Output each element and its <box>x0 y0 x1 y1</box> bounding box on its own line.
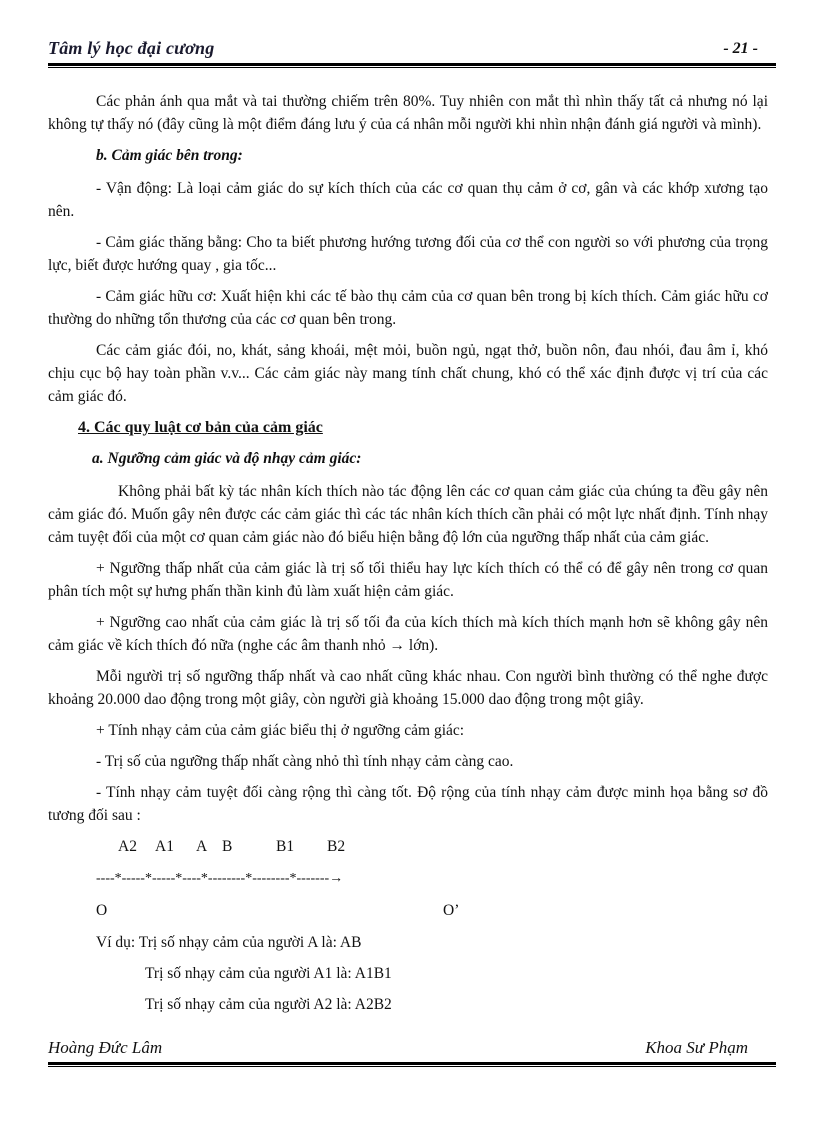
subheading-b: b. Cảm giác bên trong: <box>96 147 243 164</box>
page-header <box>48 38 776 64</box>
diagram-label-b2: B2 <box>327 838 346 855</box>
page-footer <box>48 1038 776 1078</box>
header-rule-thin <box>48 67 776 68</box>
diagram-endpoints <box>96 899 768 921</box>
paragraph: - Cảm giác hữu cơ: Xuất hiện khi các tế bào thụ cảm của cơ quan bên trong bị kích thích. Cảm giác hữu cơ thường do những tổn thương của các cơ quan bên trong. <box>48 288 768 328</box>
subheading-a: a. Ngưỡng cảm giác và độ nhạy cảm giác: <box>92 450 362 467</box>
paragraph: Các phản ánh qua mắt và tai thường chiếm trên 80%. Tuy nhiên con mắt thì nhìn thấy tất cả nhưng nó lại không tự thấy nó (đây cũng là một điểm đáng lưu ý của cá nhân mỗi người khi nhìn nhận đánh giá người và mình). <box>48 93 768 133</box>
footer-rule <box>48 1062 776 1065</box>
footer-rule-thin <box>48 1066 776 1067</box>
example-line: Trị số nhạy cảm của người A1 là: A1B1 <box>145 965 392 982</box>
footer-author: Hoàng Đức Lâm <box>48 1038 163 1057</box>
diagram-label-a2: A2 <box>118 838 137 855</box>
diagram-label-a: A <box>196 838 208 855</box>
diagram-axis: ----*-----*-----*----*--------*--------*-------→ <box>96 871 344 886</box>
paragraph: Mỗi người trị số ngưỡng thấp nhất và cao nhất cũng khác nhau. Con người bình thường có thể nghe được khoảng 20.000 dao động trong một giây, còn người già khoảng 15.000 dao động trong một giây. <box>48 668 768 708</box>
list-line: - Trị số của ngưỡng thấp nhất càng nhỏ thì tính nhạy cảm càng cao. <box>96 753 514 770</box>
paragraph: + Ngưỡng cao nhất của cảm giác là trị số tối đa của kích thích mà kích thích mạnh hơn sẽ không gây nên cảm giác về kích thích đó nữa (nghe các âm thanh nhỏ → lớn). <box>48 614 768 654</box>
footer-faculty: Khoa Sư Phạm <box>645 1038 748 1057</box>
paragraph: - Tính nhạy cảm tuyệt đối càng rộng thì càng tốt. Độ rộng của tính nhạy cảm được minh họa bằng sơ đồ tương đối sau : <box>48 784 768 824</box>
example-line: Ví dụ: Trị số nhạy cảm của người A là: AB <box>96 934 362 951</box>
section-heading: 4. Các quy luật cơ bản của cảm giác <box>78 419 323 436</box>
paragraph: Các cảm giác đói, no, khát, sảng khoái, mệt mỏi, buồn ngủ, ngạt thở, buồn nôn, đau nhói, đau âm ỉ, khó chịu cục bộ hay toàn phần v.v... Các cảm giác này mang tính chất chung, khó có thể xác định được vị trí của các cảm giác đó. <box>48 342 768 405</box>
page-number: - 21 - <box>723 40 758 57</box>
diagram-origin: O <box>96 902 108 919</box>
paragraph: - Vận động: Là loại cảm giác do sự kích thích của các cơ quan thụ cảm ở cơ, gân và các khớp xương tạo nên. <box>48 180 768 220</box>
diagram-label-b1: B1 <box>276 838 295 855</box>
diagram-label-a1: A1 <box>155 838 174 855</box>
diagram-end: O’ <box>443 902 460 919</box>
list-line: + Tính nhạy cảm của cảm giác biểu thị ở ngưỡng cảm giác: <box>96 722 465 739</box>
header-rule <box>48 63 776 66</box>
paragraph: Không phải bất kỳ tác nhân kích thích nào tác động lên các cơ quan cảm giác của chúng ta đều gây nên cảm giác đó. Muốn gây nên được các cảm giác thì các tác nhân kích thích cần phải có một lực nhất định. Tính nhạy cảm tuyệt đối của một cơ quan cảm giác nào đó biểu hiện bằng độ lớn của ngưỡng thấp nhất của cảm giác. <box>48 483 768 546</box>
paragraph: - Cảm giác thăng bằng: Cho ta biết phương hướng tương đối của cơ thể con người so với phương của trọng lực, biết được hướng quay , gia tốc... <box>48 234 768 274</box>
page-content <box>48 90 768 1024</box>
example-line: Trị số nhạy cảm của người A2 là: A2B2 <box>145 996 392 1013</box>
diagram-labels <box>118 835 768 857</box>
diagram-label-b: B <box>222 838 233 855</box>
paragraph: + Ngưỡng thấp nhất của cảm giác là trị số tối thiểu hay lực kích thích có thể có để gây nên trong cơ quan phân tích một sự hưng phấn thần kinh đủ làm xuất hiện cảm giác. <box>48 560 768 600</box>
header-title: Tâm lý học đại cương <box>48 38 215 58</box>
